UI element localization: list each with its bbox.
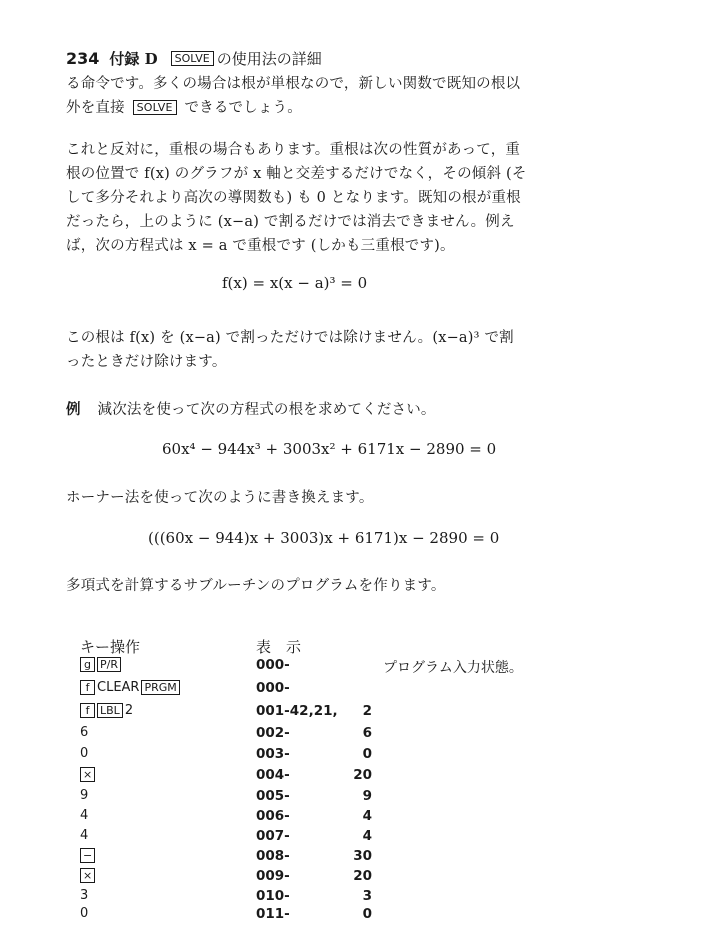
paragraph-1 xyxy=(66,72,606,120)
table-row xyxy=(0,725,708,745)
page-header xyxy=(66,48,322,69)
paragraph-line: して多分それより高次の導関数も) も 0 となります。既知の根が重根 xyxy=(66,190,521,206)
value-cell: 4 xyxy=(362,808,372,824)
prgm-key: PRGM xyxy=(141,680,179,695)
keystroke-cell: 0 xyxy=(80,746,89,761)
column-header-keys: キー操作 xyxy=(80,638,141,656)
display-cell: 000- xyxy=(256,680,290,696)
table-row xyxy=(0,788,708,808)
p-r-key: P/R xyxy=(97,657,121,672)
display-cell: 009- xyxy=(256,868,290,884)
paragraph-line: ば，次の方程式は x = a で重根です (しかも三重根です)。 xyxy=(66,238,455,254)
paragraph-line: これと反対に，重根の場合もあります。重根は次の性質があって，重 xyxy=(66,142,521,158)
paragraph-3 xyxy=(66,326,606,374)
header-title: の使用法の詳細 xyxy=(216,50,322,68)
keystroke-cell: 3 xyxy=(80,888,89,903)
multiply-key: × xyxy=(80,868,95,883)
table-row xyxy=(0,868,708,888)
example-text: 減次法を使って次の方程式の根を求めてください。 xyxy=(97,402,436,418)
paragraph-5: 多項式を計算するサブルーチンのプログラムを作ります。 xyxy=(66,578,446,594)
solve-key-label: SOLVE xyxy=(133,100,177,115)
appendix-label: 付録 D xyxy=(109,50,158,68)
table-row xyxy=(0,828,708,848)
g-key: g xyxy=(80,657,95,672)
paragraph-4: ホーナー法を使って次のように書き換えます。 xyxy=(66,490,374,506)
display-cell: 007- xyxy=(256,828,290,844)
keystroke-cell xyxy=(80,680,182,695)
display-cell: 010- xyxy=(256,888,290,904)
table-row xyxy=(0,906,708,926)
display-cell: 011- xyxy=(256,906,290,922)
minus-key: − xyxy=(80,848,95,863)
lbl-key: LBL xyxy=(97,703,123,718)
display-cell: 008- xyxy=(256,848,290,864)
value-cell: 0 xyxy=(362,746,372,762)
f-key: f xyxy=(80,703,95,718)
table-row xyxy=(0,746,708,766)
display-cell: 004- xyxy=(256,767,290,783)
paragraph-line: 根の位置で f(x) のグラフが x 軸と交差するだけでなく，その傾斜 (そ xyxy=(66,166,527,182)
display-cell: 002- xyxy=(256,725,290,741)
keystroke-cell xyxy=(80,767,97,782)
value-cell: 0 xyxy=(362,906,372,922)
example-line xyxy=(66,398,606,422)
column-header-display: 表 示 xyxy=(256,638,302,656)
keystroke-cell xyxy=(80,868,97,883)
display-cell: 001-42,21, xyxy=(256,703,338,719)
table-row xyxy=(0,808,708,828)
paragraph-text: できるでしょう。 xyxy=(184,100,302,116)
keystroke-cell: 9 xyxy=(80,788,89,803)
table-row xyxy=(0,657,708,677)
display-cell: 006- xyxy=(256,808,290,824)
note-cell: プログラム入力状態。 xyxy=(383,660,523,676)
multiply-key: × xyxy=(80,767,95,782)
table-row xyxy=(0,767,708,787)
value-cell: 3 xyxy=(362,888,372,904)
label-digit: 2 xyxy=(124,703,134,718)
paragraph-line xyxy=(66,96,606,120)
paragraph-line: ったときだけ除けます。 xyxy=(66,354,227,370)
equation-horner: (((60x − 944)x + 3003)x + 6171)x − 2890 = 0 xyxy=(148,529,500,547)
clear-label: CLEAR xyxy=(97,680,140,695)
display-cell: 003- xyxy=(256,746,290,762)
table-row xyxy=(0,680,708,700)
solve-key-label: SOLVE xyxy=(171,51,214,66)
equation-polynomial: 60x⁴ − 944x³ + 3003x² + 6171x − 2890 = 0 xyxy=(162,440,497,458)
keystroke-cell xyxy=(80,703,135,718)
keystroke-cell: 4 xyxy=(80,828,89,843)
value-cell: 20 xyxy=(353,767,372,783)
keystroke-cell: 6 xyxy=(80,725,89,740)
keystroke-cell xyxy=(80,848,97,863)
value-cell: 9 xyxy=(362,788,372,804)
display-cell: 005- xyxy=(256,788,290,804)
paragraph-line: る命令です。多くの場合は根が単根なので，新しい関数で既知の根以 xyxy=(66,76,521,92)
value-cell: 6 xyxy=(362,725,372,741)
paragraph-2 xyxy=(66,138,606,258)
value-cell: 2 xyxy=(362,703,372,719)
table-row xyxy=(0,888,708,908)
keystroke-cell: 4 xyxy=(80,808,89,823)
display-cell: 000- xyxy=(256,657,290,673)
paragraph-line: だったら，上のように (x−a) で割るだけでは消去できません。例え xyxy=(66,214,515,230)
keystroke-cell: 0 xyxy=(80,906,89,921)
value-cell: 4 xyxy=(362,828,372,844)
paragraph-text: 外を直接 xyxy=(66,100,125,116)
example-label: 例 xyxy=(66,401,81,418)
equation-triple-root: f(x) = x(x − a)³ = 0 xyxy=(222,274,368,292)
table-row xyxy=(0,848,708,868)
table-row xyxy=(0,703,708,723)
f-key: f xyxy=(80,680,95,695)
value-cell: 20 xyxy=(353,868,372,884)
page-number: 234 xyxy=(66,49,100,68)
paragraph-line: この根は f(x) を (x−a) で割っただけでは除けません。(x−a)³ で割 xyxy=(66,330,514,346)
keystroke-cell xyxy=(80,657,123,672)
value-cell: 30 xyxy=(353,848,372,864)
